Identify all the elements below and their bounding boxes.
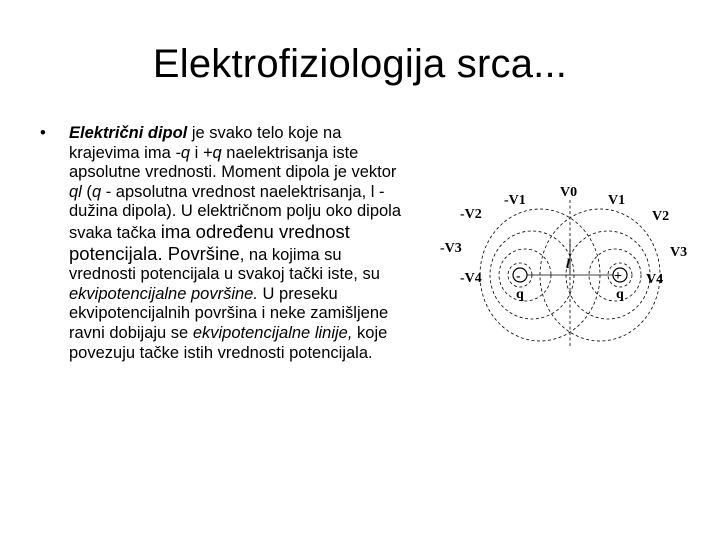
- term-equipotential-lines: ekvipotencijalne linije,: [192, 323, 353, 342]
- label-v1: V1: [608, 193, 626, 208]
- text-run: je svako telo koje na krajevima ima: [69, 124, 342, 162]
- charge-plus-q: +q: [202, 143, 222, 162]
- term-equipotential-surfaces: ekvipotencijalne površine.: [69, 284, 258, 303]
- label-v2: V2: [652, 209, 670, 224]
- minus-sign: -: [516, 269, 521, 284]
- label-neg-v3: -V3: [440, 241, 462, 256]
- text-run: i: [190, 143, 203, 162]
- text-run: naelektrisanja iste apsolutne vrednosti. Moment dipola je vektor: [69, 143, 397, 182]
- body-text: [40, 124, 410, 363]
- text-run: , na kojima su vrednosti potencijala u svakoj tački iste, su: [69, 245, 380, 284]
- label-q-left: q: [516, 287, 524, 302]
- label-v0: V0: [560, 185, 578, 200]
- plus-sign: +: [614, 269, 622, 284]
- charge-q: q: [91, 182, 102, 201]
- dipole-field-diagram: [430, 180, 700, 350]
- text-run: - apsolutna vrednost naelektrisanja, l - dužina dipola). U električnom polju oko dipola svaka tačka: [69, 182, 402, 242]
- charge-minus-q: -q: [175, 143, 191, 162]
- slide-title: Elektrofiziologija srca...: [152, 42, 568, 86]
- label-v4: V4: [646, 272, 664, 287]
- text-run: U preseku ekvipotencijalnih površina i neke zamišljene ravni dobijaju se: [69, 284, 389, 342]
- bullet-marker: •: [40, 124, 46, 142]
- dipole-moment-ql: ql: [69, 182, 82, 201]
- label-q-right: q: [616, 287, 624, 302]
- label-neg-v4: -V4: [460, 271, 482, 286]
- label-v3: V3: [670, 245, 688, 260]
- term-electric-dipole: Električni dipol: [69, 124, 188, 142]
- bullet-paragraph: [69, 124, 410, 363]
- label-neg-v2: -V2: [460, 207, 482, 222]
- label-l: l: [566, 257, 570, 272]
- text-run-large: ima određenu vrednost potencijala. Površine: [69, 220, 350, 264]
- text-run: koje povezuju tačke istih vrednosti potencijala.: [69, 323, 388, 362]
- label-neg-v1: -V1: [504, 193, 526, 208]
- text-run: (: [81, 182, 92, 201]
